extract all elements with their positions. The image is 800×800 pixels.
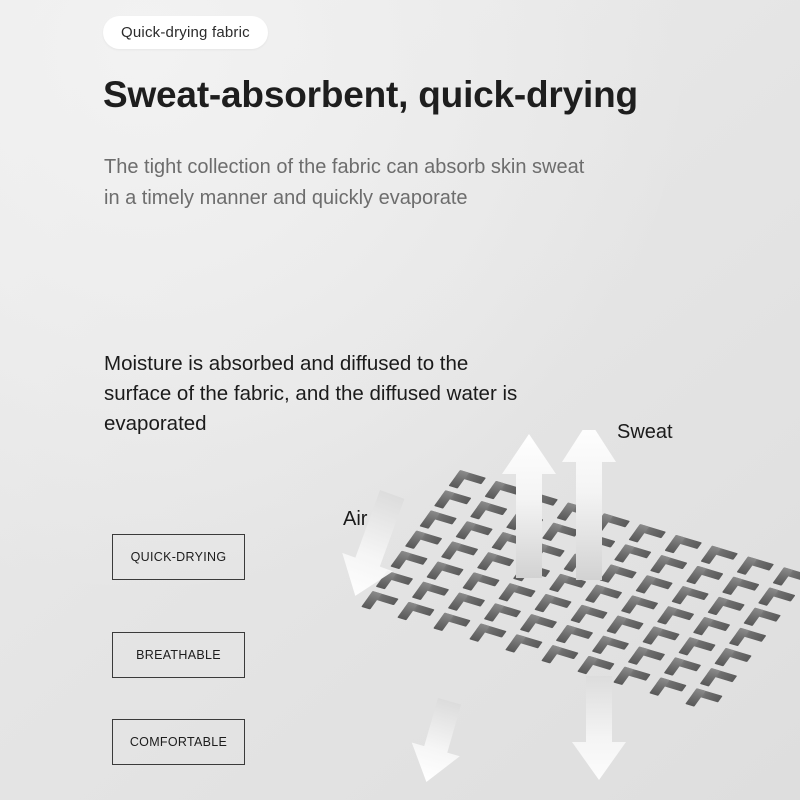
downward-air-arrow-icon bbox=[330, 485, 418, 605]
feature-label: COMFORTABLE bbox=[129, 735, 228, 749]
badge-label: Quick-drying fabric bbox=[121, 24, 250, 41]
air-label: Air bbox=[343, 508, 368, 530]
sweat-label: Sweat bbox=[617, 421, 673, 443]
feature-label: BREATHABLE bbox=[136, 648, 221, 662]
page-title: Sweat-absorbent, quick-drying bbox=[103, 74, 638, 115]
feature-box-comfortable bbox=[112, 719, 245, 765]
feature-box-quick-drying bbox=[112, 534, 245, 580]
upward-evaporation-arrow-icon bbox=[502, 434, 556, 578]
feature-box-breathable bbox=[112, 632, 245, 678]
downward-moisture-arrow-icon bbox=[402, 694, 473, 789]
subtitle-paragraph: The tight collection of the fabric can absorb skin sweat in a timely manner and quickly evaporate bbox=[104, 156, 585, 209]
quick-drying-badge bbox=[103, 16, 268, 49]
downward-moisture-arrow-icon bbox=[572, 676, 626, 780]
woven-fabric-mesh-icon bbox=[320, 430, 800, 800]
feature-label: QUICK-DRYING bbox=[130, 550, 227, 564]
moisture-description: Moisture is absorbed and diffused to the surface of the fabric, and the diffused water is evaporated bbox=[104, 352, 518, 435]
